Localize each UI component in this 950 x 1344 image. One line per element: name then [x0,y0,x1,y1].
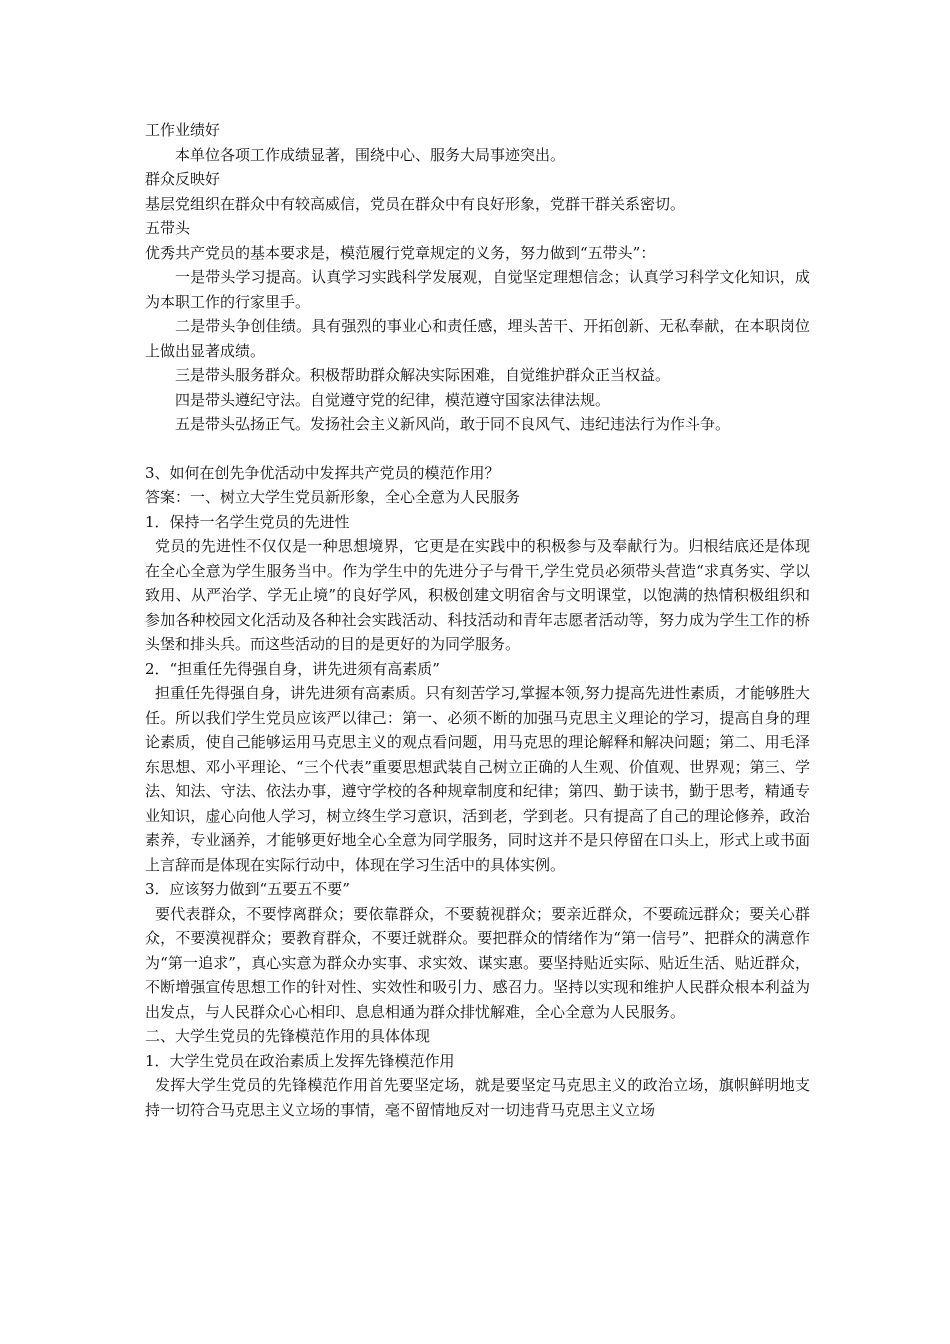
subheading-political-quality: 1．大学生党员在政治素质上发挥先锋模范作用 [145,1051,455,1070]
subheading-advanced-nature: 1．保持一名学生党员的先进性 [145,512,350,531]
list-item-lead-2: 二是带头争创佳绩。具有强烈的事业心和责任感，埋头苦干、开拓创新、无私奉献，在本职岗位上做出显著成绩。 [145,317,810,360]
heading-work-performance: 工作业绩好 [145,121,221,139]
subheading-responsibility: 2．“担重任先得强自身，讲先进须有高素质” [145,659,440,678]
paragraph-political-quality: 发挥大学生党员的先锋模范作用首先要坚定场，就是要坚定马克思主义的政治立场，旗帜鲜明地支持一切符合马克思主义立场的事情，毫不留情地反对一切违背马克思主义立场 [145,1076,810,1119]
paragraph-mass-feedback: 基层党组织在群众中有较高威信，党员在群众中有良好形象，党群干群关系密切。 [145,194,686,213]
answer-heading: 答案：一、树立大学生党员新形象，全心全意为人民服务 [145,488,521,506]
list-item-lead-1: 一是带头学习提高。认真学习实践科学发展观，自觉坚定理想信念；认真学习科学文化知识，成为本职工作的行家里手。 [145,268,810,311]
paragraph-five-leads-intro: 优秀共产党员的基本要求是，模范履行党章规定的义务，努力做到“五带头”： [145,243,656,262]
document-body [145,118,810,1122]
paragraph-spacer [145,437,810,461]
heading-mass-feedback: 群众反映好 [145,170,221,188]
paragraph-responsibility: 担重任先得强自身，讲先进须有高素质。只有刻苦学习,掌握本领,努力提高先进性素质，才能够胜大任。所以我们学生党员应该严以律己：第一、必须不断的加强马克思主义理论的学习，提高自身的理论素质，使自己能够运用马克思主义的观点看问题，用马克思的理论解释和解决问题；第二、用毛泽东思想、邓小平理论、“三个代表”重要思想武装自己树立正确的人生观、价值观、世界观；第三、学法、知法、守法、依法办事，遵守学校的各种规章制度和纪律；第四、勤于读书，勤于思考，精通专业知识，虚心向他人学习，树立终生学习意识，活到老，学到老。只有提高了自己的理论修养，政治素养，专业涵养，才能够更好地全心全意为同学服务，同时这并不是只停留在口头上，形式上或书面上言辞而是体现在实际行动中，体现在学习生活中的具体实例。 [145,684,810,874]
subheading-five-dos: 3．应该努力做到“五要五不要” [145,880,350,898]
paragraph-five-dos: 要代表群众，不要悖离群众；要依靠群众，不要藐视群众；要亲近群众，不要疏远群众；要关心群众，不要漠视群众；要教育群众，不要迁就群众。要把群众的情绪作为“第一信号”、把群众的满意作为“第一追求”，真心实意为群众办实事、求实效、谋实惠。要坚持贴近实际、贴近生活、贴近群众，不断增强宣传思想工作的针对性、实效性和吸引力、感召力。坚持以实现和维护人民群众根本利益为出发点，与人民群众心心相印、息息相通为群众排忧解难，全心全意为人民服务。 [145,904,810,1021]
heading-five-leads: 五带头 [145,219,191,237]
question-heading: 3、如何在创先争优活动中发挥共产党员的模范作用？ [145,463,500,482]
paragraph-work-performance: 本单位各项工作成绩显著，围绕中心、服务大局事迹突出。 [175,145,566,164]
list-item-lead-5: 五是带头弘扬正气。发扬社会主义新风尚，敢于同不良风气、违纪违法行为作斗争。 [175,415,731,433]
list-item-lead-4: 四是带头遵纪守法。自觉遵守党的纪律，模范遵守国家法律法规。 [175,390,611,409]
list-item-lead-3: 三是带头服务群众。积极帮助群众解决实际困难，自觉维护群众正当权益。 [175,366,671,384]
section-heading-vanguard: 二、大学生党员的先锋模范作用的具体体现 [145,1027,431,1045]
paragraph-advanced-nature: 党员的先进性不仅仅是一种思想境界，它更是在实践中的积极参与及奉献行为。归根结底还是体现在全心全意为学生服务当中。作为学生中的先进分子与骨干,学生党员必须带头营造“求真务实、学以致用、从严治学、学无止境”的良好学风，积极创建文明宿舍与文明课堂，以饱满的热情积极组织和参加各种校园文化活动及各种社会实践活动、科技活动和青年志愿者活动等，努力成为学生工作的桥头堡和排头兵。而这些活动的目的是更好的为同学服务。 [145,537,810,653]
